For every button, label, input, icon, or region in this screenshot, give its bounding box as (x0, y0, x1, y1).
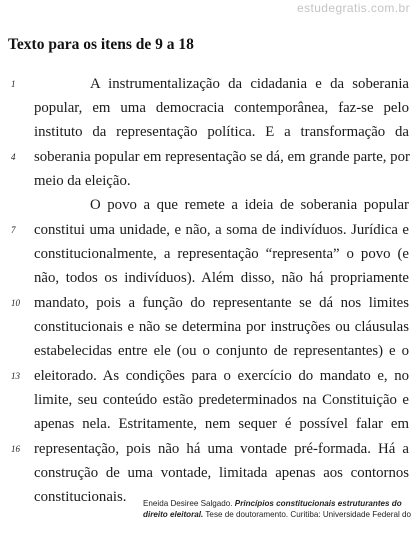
text-line: popular, em uma democracia contemporânea, faz-se pelo (34, 100, 409, 116)
text-line: construção de uma vontade, limitada apenas aos contornos (34, 465, 409, 481)
text-line: constitucionalmente, a representação “representa” o povo (e (34, 246, 409, 262)
text-line: mandato, pois a função do representante se dá nos limites (34, 295, 409, 311)
text-line: constitui uma unidade, e não, a soma de indivíduos. Jurídica e (34, 222, 409, 238)
source-citation (143, 498, 411, 520)
citation-title: Princípios constitucionais estruturantes do direito eleitoral. (143, 499, 402, 519)
text-line: meio da eleição. (34, 173, 131, 189)
citation-details: Tese de doutoramento. Curitiba: Universidade Federal do (205, 510, 411, 519)
line-number: 10 (11, 298, 20, 308)
line-number: 7 (11, 225, 16, 235)
line-number: 4 (11, 152, 16, 162)
text-line: apenas nela. Estritamente, nem sequer é possível falar em (34, 416, 409, 432)
line-number: 16 (11, 444, 20, 454)
text-line: O povo a que remete a ideia de soberania popular (90, 197, 409, 213)
section-heading: Texto para os itens de 9 a 18 (8, 36, 194, 53)
text-line: limite, seu conteúdo estão predeterminados na Constituição e (34, 392, 409, 408)
text-line: representação, pois não há uma vontade pré-formada. Há a (34, 441, 409, 457)
text-line: A instrumentalização da cidadania e da soberania (90, 76, 409, 92)
text-line: não, todos os indivíduos). Além disso, não há propriamente (34, 270, 409, 286)
line-number: 13 (11, 371, 20, 381)
text-line: eleitorado. As condições para o exercício do mandato e, no (34, 368, 409, 384)
line-number: 1 (11, 79, 16, 89)
text-line: constitucionais. (34, 489, 127, 505)
text-line: estabelecidas entre ele (ou o conjunto de representantes) e o (34, 343, 409, 359)
text-line: soberania popular em representação se dá, em grande parte, por (34, 149, 410, 165)
text-line: constitucionais e não se determina por instruções ou cláusulas (34, 319, 409, 335)
text-line: instituto da representação política. E a transformação da (34, 124, 409, 140)
watermark: estudegratis.com.br (297, 1, 410, 15)
citation-author: Eneida Desiree Salgado. (143, 499, 233, 508)
